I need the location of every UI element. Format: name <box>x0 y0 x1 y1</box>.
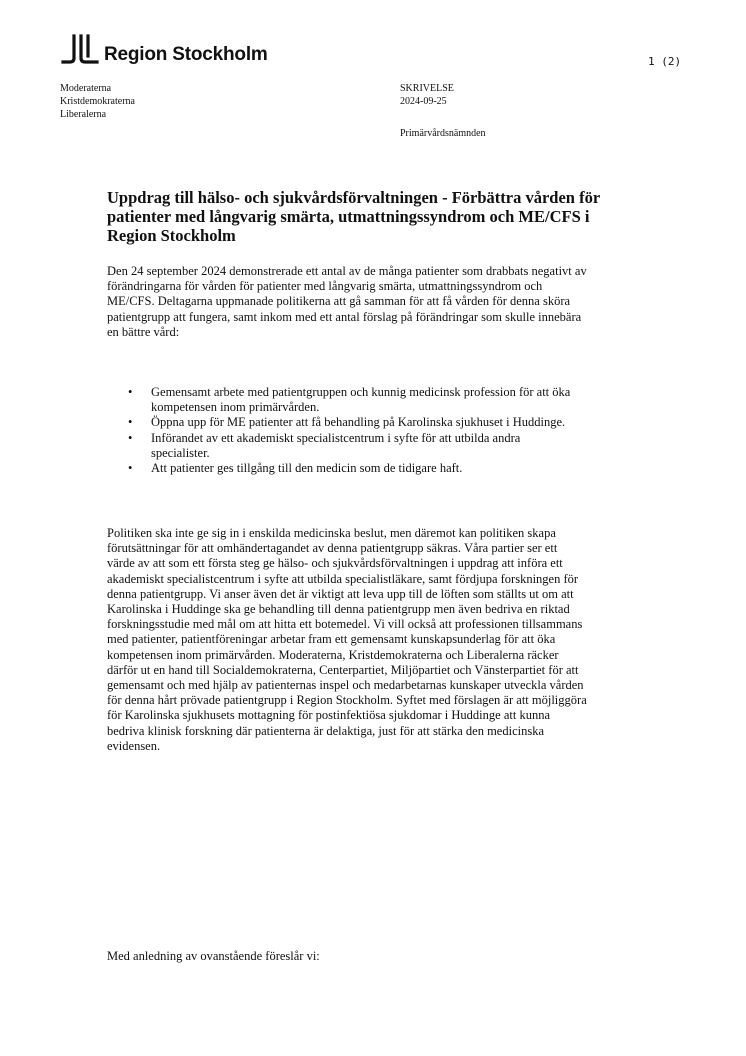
list-item-text: Införandet av ett akademiskt specialistcentrum i syfte för att utbilda andra specialister. <box>151 430 521 460</box>
region-stockholm-logo <box>60 30 268 70</box>
bullet-glyph: • <box>128 385 133 399</box>
party-list <box>60 82 135 121</box>
recipient: Primärvårdsnämnden <box>400 128 486 139</box>
closing-line: Med anledning av ovanstående föreslår vi: <box>107 949 320 963</box>
document-title: Uppdrag till hälso- och sjukvårdsförvaltningen - Förbättra vården för patienter med långvarig smärta, utmattningssyndrom och ME/CFS i Region Stockholm <box>107 188 600 245</box>
proposal-list <box>107 385 577 476</box>
list-item-text: Att patienter ges tillgång till den medicin som de tidigare haft. <box>151 461 463 476</box>
list-item-text: Öppna upp för ME patienter att få behandling på Karolinska sjukhuset i Huddinge. <box>151 415 566 430</box>
list-item <box>107 431 577 461</box>
list-item <box>107 461 577 476</box>
party-name: Kristdemokraterna <box>60 96 135 107</box>
bullet-glyph: • <box>128 415 133 430</box>
party-name: Liberalerna <box>60 109 107 120</box>
page-number: 1 (2) <box>648 55 682 68</box>
list-item <box>107 385 577 415</box>
bullet-glyph: • <box>128 461 133 476</box>
logo-text: Region Stockholm <box>104 44 268 65</box>
list-item <box>107 415 577 430</box>
list-item-text: Gemensamt arbete med patientgruppen och kunnig medicinsk profession för att öka kompetensen inom primärvården. <box>151 385 571 415</box>
document-meta <box>400 82 486 140</box>
politics-paragraph: Politiken ska inte ge sig in i enskilda medicinska beslut, men däremot kan politiken skapa förutsättningar för att omhändertagandet av denna patientgrupp säkras. Våra partier ser ett värde av att som ett första steg ge hälso- och sjukvårdsförvaltningen i uppdrag att införa ett akademiskt specialistcentrum i syfte att utbilda specialistläkare, samt fördjupa forskningen för denna patientgrupp. Vi anser även det är viktigt att leva upp till de löften som ställts ut om att Karolinska i Huddinge ska ge behandling till denna patientgrupp men även bedriva en riktad forskningsstudie med mål om att hitta ett botemedel. Vi vill också att professionen tillsammans med patienter, patientföreningar arbetar fram ett gemensamt kunskapsunderlag för att öka kompetensen inom primärvården. Moderaterna, Kristdemokraterna och Liberalerna räcker därför ut en hand till Socialdemokraterna, Centerpartiet, Miljöpartiet och Vänsterpartiet för att gemensamt och med hjälp av patienternas inspel och medarbetarnas kunskaper utveckla vården för denna hårt prövade patientgrupp i Region Stockholm. Syftet med förslagen är att möjliggöra för Karolinska sjukhusets mottagning för postinfektiösa sjukdomar i Huddinge att kunna bedriva klinisk forskning där patienterna är delaktiga, just för att stärka den medicinska evidensen. <box>107 526 587 753</box>
intro-paragraph: Den 24 september 2024 demonstrerade ett antal av de många patienter som drabbats negativt av förändringarna för vården för patienter med långvarig smärta, utmattningssyndrom och ME/CFS. Deltagarna uppmanade politikerna att gå samman för att få vården för denna sköra patientgrupp att fungera, samt inkom med ett antal förslag på förändringar som skulle innebära en bättre vård: <box>107 264 587 339</box>
document-date: 2024-09-25 <box>400 96 447 107</box>
document-type: SKRIVELSE <box>400 83 454 94</box>
region-stockholm-emblem-icon <box>60 32 100 68</box>
bullet-glyph: • <box>128 430 133 445</box>
party-name: Moderaterna <box>60 83 112 94</box>
